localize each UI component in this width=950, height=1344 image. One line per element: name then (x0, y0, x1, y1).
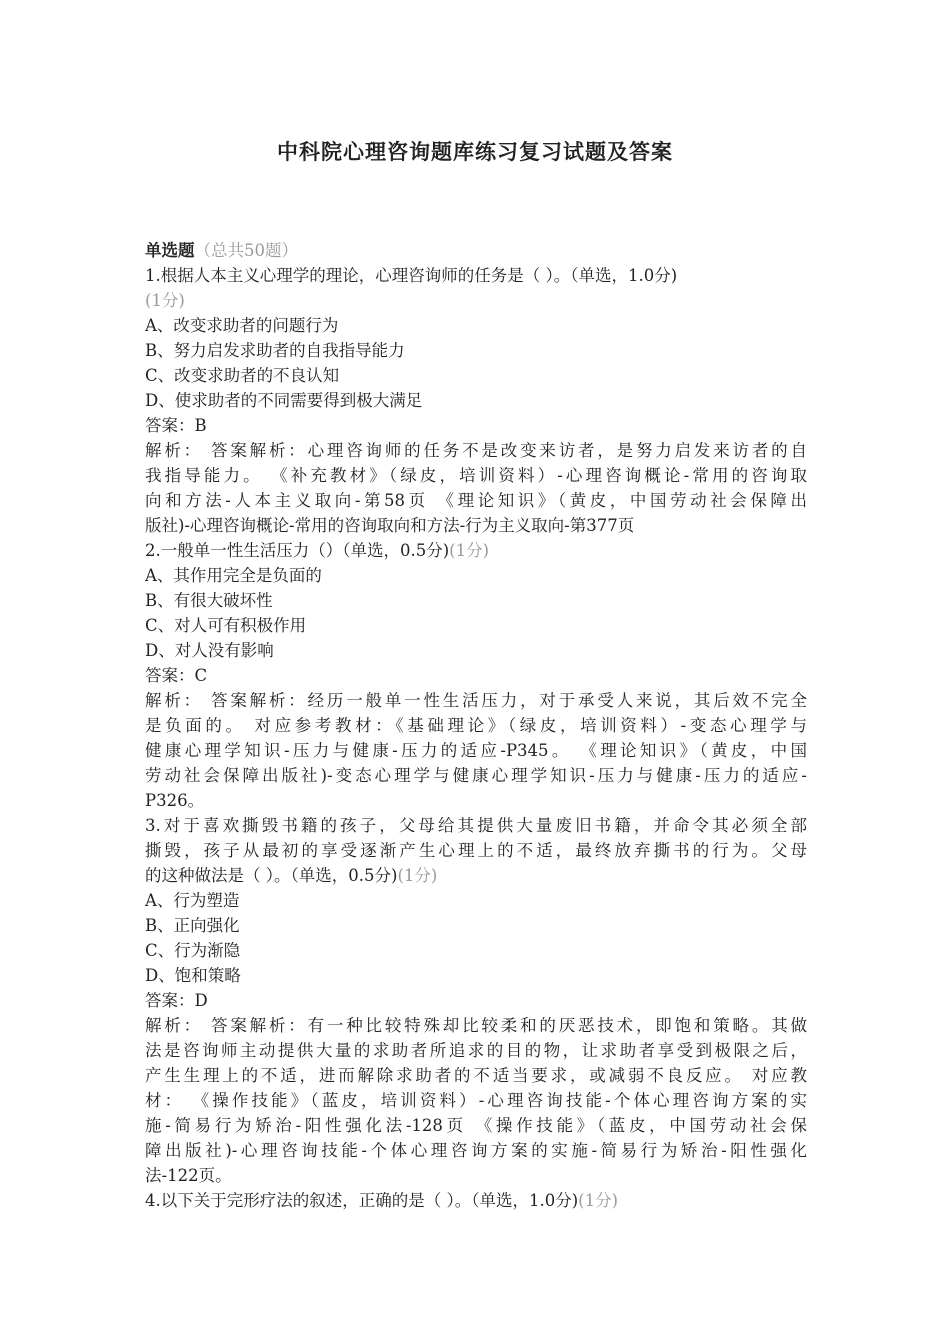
option-text: D、饱和策略 (145, 966, 241, 985)
question-text: 3.对于喜欢撕毁书籍的孩子，父母给其提供大量废旧书籍，并命令其必须全部 (145, 816, 807, 835)
analysis-line (145, 513, 807, 538)
score-note: (1分) (397, 866, 438, 885)
analysis-text: 材： 《操作技能》（蓝皮，培训资料）-心理咨询技能-个体心理咨询方案的实 (145, 1091, 807, 1110)
question-line (145, 838, 807, 863)
option-line (145, 588, 807, 613)
answer-line (145, 988, 807, 1013)
answer-line (145, 663, 807, 688)
analysis-text: 解析： 答案解析：有一种比较特殊却比较柔和的厌恶技术，即饱和策略。其做 (145, 1016, 807, 1035)
option-line (145, 313, 807, 338)
question-text: 2.一般单一性生活压力（）（单选，0.5分) (145, 541, 450, 560)
answer-text: 答案：B (145, 416, 207, 435)
answer-line (145, 413, 807, 438)
analysis-text: 产生生理上的不适，进而解除求助者的不适当要求，或减弱不良反应。 对应教 (145, 1066, 807, 1085)
option-line (145, 963, 807, 988)
analysis-line (145, 713, 807, 738)
analysis-line (145, 1013, 807, 1038)
analysis-text: 向和方法-人本主义取向-第58页 《理论知识》（黄皮，中国劳动社会保障出 (145, 491, 807, 510)
question-line (145, 813, 807, 838)
document-title: 中科院心理咨询题库练习复习试题及答案 (277, 139, 673, 164)
question-line (145, 288, 807, 313)
question-line (145, 538, 807, 563)
question-text: 1.根据人本主义心理学的理论，心理咨询师的任务是（ ）。（单选，1.0分) (145, 266, 678, 285)
score-note: (1分) (578, 1191, 619, 1210)
option-line (145, 363, 807, 388)
analysis-line (145, 1088, 807, 1113)
option-line (145, 338, 807, 363)
score-note: (1分) (449, 541, 490, 560)
option-text: B、有很大破坏性 (145, 591, 273, 610)
option-text: A、行为塑造 (145, 891, 240, 910)
analysis-text: 版社)-心理咨询概论-常用的咨询取向和方法-行为主义取向-第377页 (145, 516, 635, 535)
analysis-text: 法-122页。 (145, 1166, 232, 1185)
question-line (145, 263, 807, 288)
answer-text: 答案：D (145, 991, 208, 1010)
answer-text: 答案：C (145, 666, 208, 685)
analysis-text: 解析： 答案解析：心理咨询师的任务不是改变来访者，是努力启发来访者的自 (145, 441, 807, 460)
analysis-line (145, 1113, 807, 1138)
analysis-line (145, 738, 807, 763)
analysis-line (145, 488, 807, 513)
analysis-line (145, 463, 807, 488)
option-text: C、改变求助者的不良认知 (145, 366, 340, 385)
question-line (145, 863, 807, 888)
question-text: 4.以下关于完形疗法的叙述，正确的是（ ）。（单选，1.0分) (145, 1191, 579, 1210)
analysis-text: 障出版社)-心理咨询技能-个体心理咨询方案的实施-简易行为矫治-阳性强化 (145, 1141, 807, 1160)
question-text: 的这种做法是（ ）。（单选，0.5分) (145, 866, 398, 885)
analysis-text: 法是咨询师主动提供大量的求助者所追求的目的物，让求助者享受到极限之后， (145, 1041, 807, 1060)
analysis-text: 我指导能力。 《补充教材》（绿皮，培训资料）-心理咨询概论-常用的咨询取 (145, 466, 807, 485)
analysis-line (145, 763, 807, 788)
option-line (145, 938, 807, 963)
option-text: D、对人没有影响 (145, 641, 274, 660)
option-text: D、使求助者的不同需要得到极大满足 (145, 391, 423, 410)
option-line (145, 613, 807, 638)
head-text: 单选题 (145, 241, 195, 260)
analysis-text: 劳动社会保障出版社)-变态心理学与健康心理学知识-压力与健康-压力的适应- (145, 766, 807, 785)
option-line (145, 913, 807, 938)
analysis-text: 施-简易行为矫治-阳性强化法-128页 《操作技能》（蓝皮，中国劳动社会保 (145, 1116, 807, 1135)
document-body (145, 238, 807, 1213)
option-text: A、其作用完全是负面的 (145, 566, 322, 585)
option-text: C、行为渐隐 (145, 941, 241, 960)
option-text: C、对人可有积极作用 (145, 616, 307, 635)
option-text: B、努力启发求助者的自我指导能力 (145, 341, 405, 360)
option-line (145, 563, 807, 588)
option-line (145, 388, 807, 413)
analysis-line (145, 1138, 807, 1163)
option-line (145, 888, 807, 913)
option-text: A、改变求助者的问题行为 (145, 316, 339, 335)
analysis-line (145, 1163, 807, 1188)
question-line (145, 1188, 807, 1213)
analysis-text: 健康心理学知识-压力与健康-压力的适应-P345。 《理论知识》（黄皮，中国 (145, 741, 807, 760)
option-text: B、正向强化 (145, 916, 240, 935)
question-count-note: （总共50题） (194, 241, 298, 260)
analysis-line (145, 1038, 807, 1063)
question-text: 撕毁，孩子从最初的享受逐渐产生心理上的不适，最终放弃撕书的行为。父母 (145, 841, 807, 860)
analysis-line (145, 1063, 807, 1088)
analysis-text: 是负面的。 对应参考教材：《基础理论》（绿皮，培训资料）-变态心理学与 (145, 716, 807, 735)
analysis-text: 解析： 答案解析：经历一般单一性生活压力，对于承受人来说，其后效不完全 (145, 691, 807, 710)
analysis-text: P326。 (145, 791, 205, 810)
analysis-line (145, 688, 807, 713)
score-note: (1分) (145, 291, 185, 310)
section-heading (145, 238, 807, 263)
analysis-line (145, 788, 807, 813)
option-line (145, 638, 807, 663)
analysis-line (145, 438, 807, 463)
